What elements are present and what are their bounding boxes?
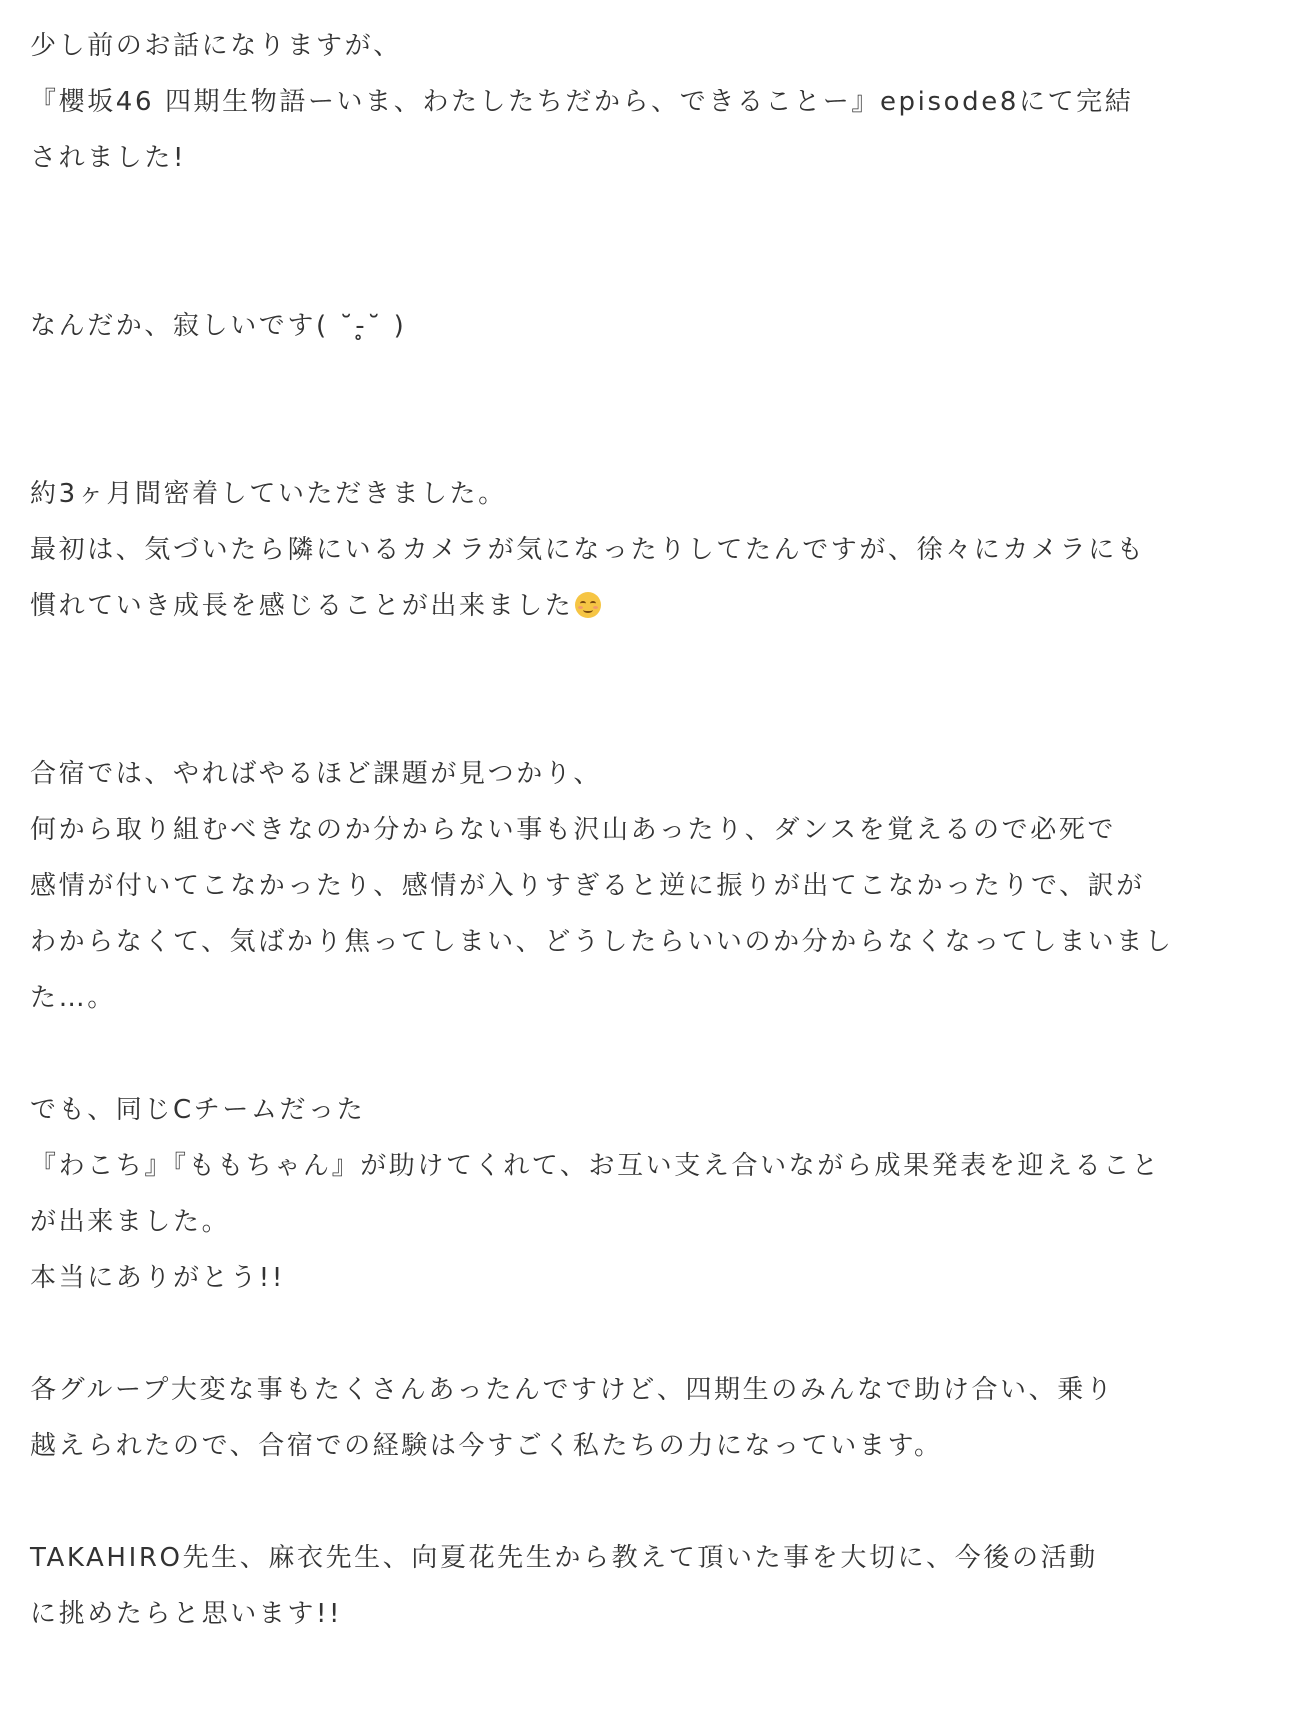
blush-right xyxy=(593,606,598,609)
paragraph-line: 本当にありがとう!! xyxy=(30,1263,285,1293)
blog-post-body xyxy=(30,18,1270,1642)
paragraph-line: わからなくて、気ばかり焦ってしまい、どうしたらいいのか分からなくなってしまいまし xyxy=(30,927,1174,957)
smile-mouth xyxy=(583,607,593,613)
paragraph-line: 『わこち』『ももちゃん』が助けてくれて、お互い支え合いながら成果発表を迎えること xyxy=(30,1151,1161,1181)
blank-line xyxy=(30,410,1270,466)
paragraph-line: 越えられたので、合宿での経験は今すごく私たちの力になっています。 xyxy=(30,1431,943,1461)
paragraph-line: されました! xyxy=(30,143,187,173)
paragraph-line: 『櫻坂46 四期生物語ーいま、わたしたちだから、できることー』episode8にて完結 xyxy=(30,87,1134,117)
paragraph-line: 各グループ大変な事もたくさんあったんですけど、四期生のみんなで助け合い、乗り xyxy=(30,1375,1115,1405)
paragraph-line: 合宿では、やればやるほど課題が見つかり、 xyxy=(30,759,603,789)
paragraph-line: 少し前のお話になりますが、 xyxy=(30,31,402,61)
paragraph-line: た…。 xyxy=(30,983,116,1013)
relieved-face-emoji-icon xyxy=(575,592,601,618)
paragraph-line: 最初は、気づいたら隣にいるカメラが気になったりしてたんですが、徐々にカメラにも xyxy=(30,535,1146,565)
blank-line xyxy=(30,1306,1270,1362)
blank-line xyxy=(30,1474,1270,1530)
paragraph-text: 慣れていき成長を感じることが出来ました xyxy=(30,591,574,621)
paragraph-line: でも、同じCチームだった xyxy=(30,1095,366,1125)
blank-line xyxy=(30,1026,1270,1082)
blank-line xyxy=(30,634,1270,690)
blank-line xyxy=(30,354,1270,410)
paragraph-line: 約3ヶ月間密着していただきました。 xyxy=(30,479,507,509)
paragraph-line: 何から取り組むべきなのか分からない事も沢山あったり、ダンスを覚えるので必死で xyxy=(30,815,1117,845)
paragraph-line: が出来ました。 xyxy=(30,1207,231,1237)
paragraph-line: 感情が付いてこなかったり、感情が入りすぎると逆に振りが出てこなかったりで、訳が xyxy=(30,871,1145,901)
paragraph-line: TAKAHIRO先生、麻衣先生、向夏花先生から教えて頂いた事を大切に、今後の活動 xyxy=(30,1543,1098,1573)
blank-line xyxy=(30,242,1270,298)
blank-line xyxy=(30,690,1270,746)
paragraph-line: に挑めたらと思います!! xyxy=(30,1599,343,1629)
paragraph-line-with-emoji xyxy=(30,578,1270,634)
paragraph-line: なんだか、寂しいです( ˘-̥˘ ) xyxy=(30,311,407,341)
blank-line xyxy=(30,186,1270,242)
